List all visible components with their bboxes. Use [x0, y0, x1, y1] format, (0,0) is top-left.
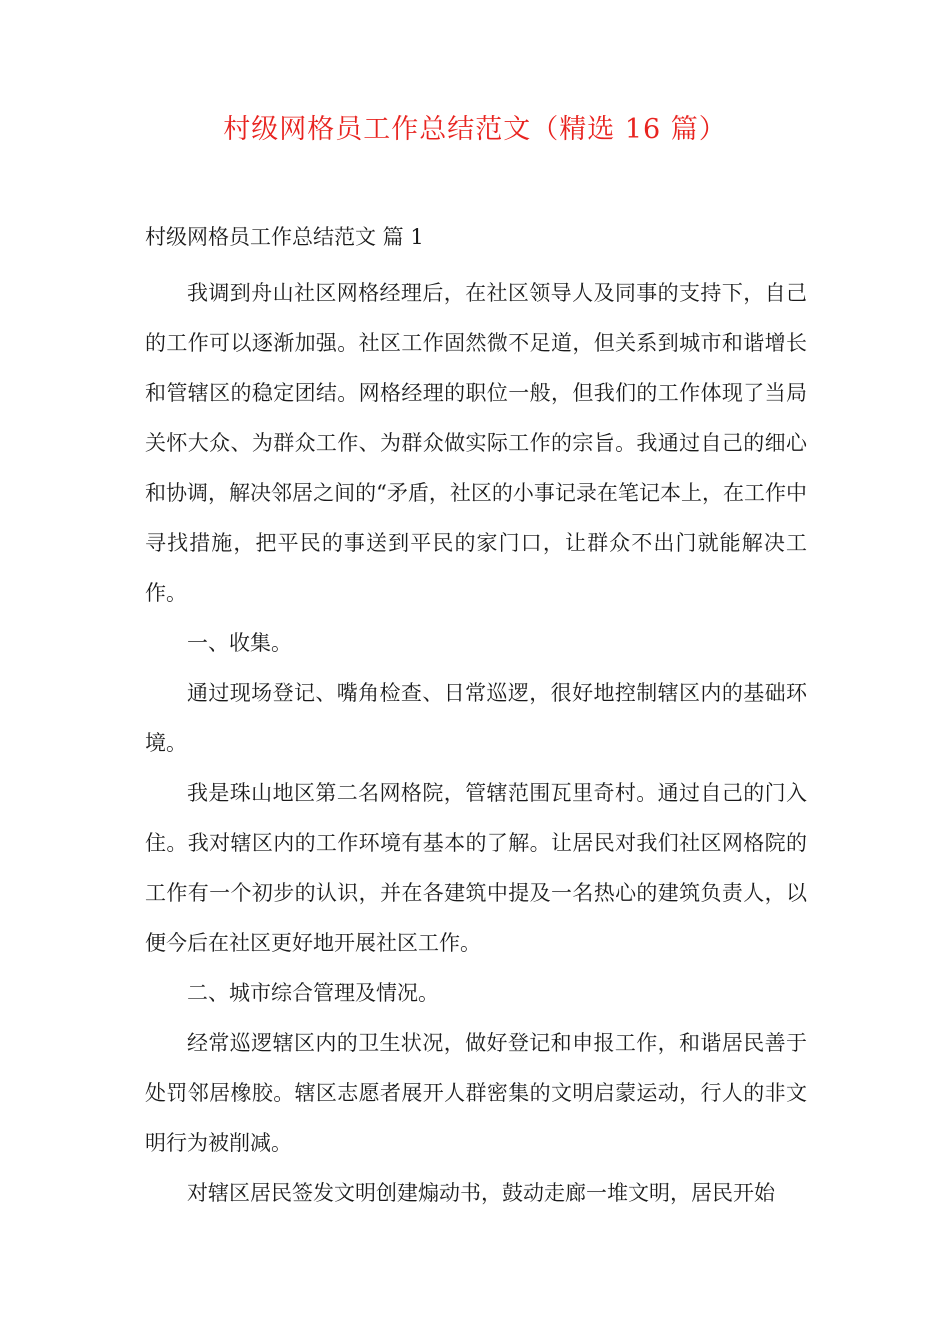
paragraph-grid-area: 我是珠山地区第二名网格院，管辖范围瓦里奇村。通过自己的门入住。我对辖区内的工作环境有基本的了解。让居民对我们社区网格院的工作有一个初步的认识，并在各建筑中提及一名热心的建筑负责人，以便今后在社区更好地开展社区工作。: [145, 781, 807, 955]
section-heading: 村级网格员工作总结范文 篇 1: [145, 225, 424, 249]
heading-city-management: 二、城市综合管理及情况。: [187, 981, 439, 1005]
paragraph-civilization: 对辖区居民签发文明创建煽动书，鼓动走廊一堆文明，居民开始: [187, 1181, 775, 1205]
document-body: [145, 268, 807, 1218]
paragraph-intro: 我调到舟山社区网格经理后，在社区领导人及同事的支持下，自己的工作可以逐渐加强。社区工作固然微不足道，但关系到城市和谐增长和管辖区的稳定团结。网格经理的职位一般，但我们的工作体现了当局关怀大众、为群众工作、为群众做实际工作的宗旨。我通过自己的细心和协调，解决邻居之间的“矛盾，社区的小事记录在笔记本上，在工作中寻找措施，把平民的事送到平民的家门口，让群众不出门就能解决工作。: [145, 281, 807, 605]
paragraph-patrol: 经常巡逻辖区内的卫生状况，做好登记和申报工作，和谐居民善于处罚邻居橡胶。辖区志愿者展开人群密集的文明启蒙运动，行人的非文明行为被削减。: [145, 1031, 807, 1155]
document-title: 村级网格员工作总结范文（精选 16 篇）: [223, 114, 727, 145]
paragraph-collection: 通过现场登记、嘴角检查、日常巡逻，很好地控制辖区内的基础环境。: [145, 681, 807, 755]
heading-collection: 一、收集。: [187, 631, 292, 655]
